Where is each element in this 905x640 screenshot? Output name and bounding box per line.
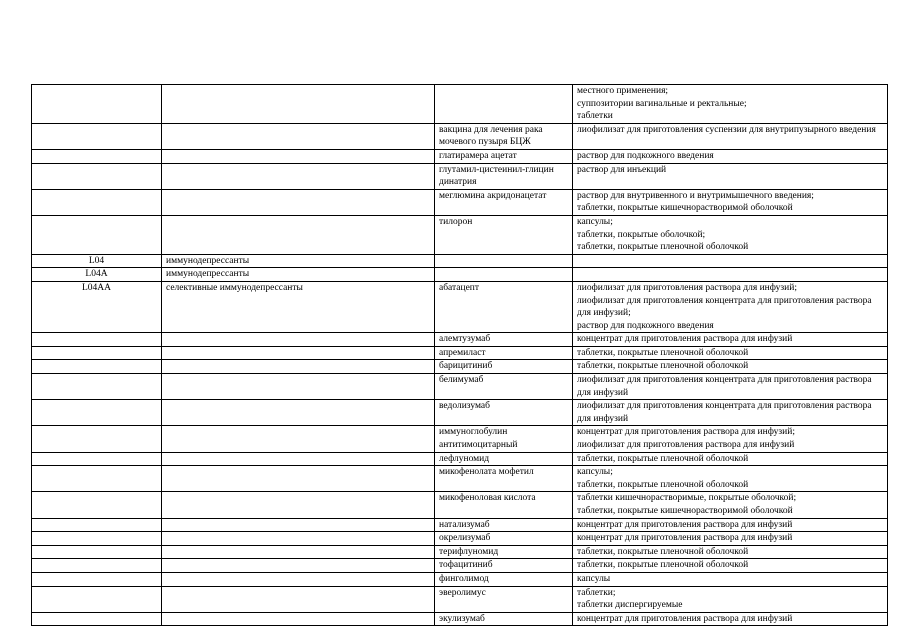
dosage-form-line: суппозитории вагинальные и ректальные; bbox=[577, 98, 747, 109]
drug-name-cell: глутамил-цистеинил-глицин динатрия bbox=[435, 163, 573, 189]
table-row bbox=[32, 452, 888, 466]
dosage-form-line: лиофилизат для приготовления концентрата для приготовления раствора для инфузий bbox=[577, 375, 872, 398]
group-name-cell bbox=[162, 189, 435, 215]
dosage-form-cell bbox=[573, 612, 888, 626]
drug-name-cell: тилорон bbox=[435, 215, 573, 254]
group-name-cell bbox=[162, 572, 435, 586]
drug-name-cell: абатацепт bbox=[435, 281, 573, 332]
dosage-form-cell bbox=[573, 254, 888, 268]
drug-name-cell: лефлуномид bbox=[435, 452, 573, 466]
group-name-cell bbox=[162, 85, 435, 124]
drug-name-cell: терифлуномид bbox=[435, 545, 573, 559]
table-row bbox=[32, 400, 888, 426]
table-row bbox=[32, 333, 888, 347]
drug-name-cell: эверолимус bbox=[435, 586, 573, 612]
atc-code-cell bbox=[32, 333, 162, 347]
dosage-form-line: таблетки, покрытые пленочной оболочкой bbox=[577, 546, 749, 557]
group-name-cell bbox=[162, 452, 435, 466]
table-row bbox=[32, 85, 888, 124]
group-name-cell: иммунодепрессанты bbox=[162, 254, 435, 268]
dosage-form-cell bbox=[573, 532, 888, 546]
dosage-form-cell bbox=[573, 281, 888, 332]
atc-code-cell bbox=[32, 346, 162, 360]
dosage-form-line: концентрат для приготовления раствора для инфузий bbox=[577, 613, 793, 624]
dosage-form-cell bbox=[573, 400, 888, 426]
atc-code-cell bbox=[32, 452, 162, 466]
drug-name-cell: вакцина для лечения рака мочевого пузыря БЦЖ bbox=[435, 123, 573, 149]
group-name-cell bbox=[162, 360, 435, 374]
group-name-cell bbox=[162, 532, 435, 546]
dosage-form-line: капсулы bbox=[577, 573, 611, 584]
dosage-form-cell bbox=[573, 346, 888, 360]
dosage-form-line: раствор для подкожного введения bbox=[577, 150, 714, 161]
drug-name-cell: ведолизумаб bbox=[435, 400, 573, 426]
drug-list-table bbox=[31, 84, 888, 626]
group-name-cell bbox=[162, 545, 435, 559]
dosage-form-cell bbox=[573, 586, 888, 612]
dosage-form-line: концентрат для приготовления раствора для инфузий bbox=[577, 533, 793, 544]
group-name-cell: селективные иммунодепрессанты bbox=[162, 281, 435, 332]
drug-list-body bbox=[32, 85, 888, 626]
atc-code-cell bbox=[32, 123, 162, 149]
drug-name-cell: глатирамера ацетат bbox=[435, 149, 573, 163]
dosage-form-line: местного применения; bbox=[577, 86, 669, 96]
table-row bbox=[32, 215, 888, 254]
group-name-cell bbox=[162, 149, 435, 163]
drug-name-cell: микофеноловая кислота bbox=[435, 492, 573, 518]
dosage-form-line: концентрат для приготовления раствора для инфузий bbox=[577, 519, 793, 530]
dosage-form-line: концентрат для приготовления раствора для инфузий; bbox=[577, 427, 795, 438]
group-name-cell bbox=[162, 374, 435, 400]
dosage-form-line: раствор для внутривенного и внутримышечного введения; bbox=[577, 190, 814, 201]
group-name-cell bbox=[162, 123, 435, 149]
group-name-cell bbox=[162, 612, 435, 626]
atc-code-cell bbox=[32, 215, 162, 254]
table-row bbox=[32, 612, 888, 626]
table-row bbox=[32, 360, 888, 374]
dosage-form-cell bbox=[573, 426, 888, 452]
dosage-form-line: лиофилизат для приготовления суспензии для внутрипузырного введения bbox=[577, 124, 876, 135]
dosage-form-line: таблетки диспергируемые bbox=[577, 600, 683, 611]
dosage-form-line: таблетки, покрытые пленочной оболочкой bbox=[577, 453, 749, 464]
atc-code-cell bbox=[32, 360, 162, 374]
group-name-cell bbox=[162, 333, 435, 347]
drug-name-cell: микофенолата мофетил bbox=[435, 466, 573, 492]
dosage-form-line: раствор для подкожного введения bbox=[577, 320, 714, 331]
dosage-form-cell bbox=[573, 85, 888, 124]
drug-name-cell: меглюмина акридонацетат bbox=[435, 189, 573, 215]
dosage-form-cell bbox=[573, 189, 888, 215]
atc-code-cell bbox=[32, 149, 162, 163]
table-row bbox=[32, 466, 888, 492]
dosage-form-line: капсулы; bbox=[577, 216, 613, 227]
dosage-form-line: таблетки, покрытые кишечнорастворимой оболочкой bbox=[577, 506, 793, 516]
group-name-cell bbox=[162, 215, 435, 254]
table-row bbox=[32, 518, 888, 532]
dosage-form-cell bbox=[573, 333, 888, 347]
atc-code-cell bbox=[32, 545, 162, 559]
dosage-form-line: капсулы; bbox=[577, 467, 613, 478]
atc-code-cell bbox=[32, 518, 162, 532]
table-row bbox=[32, 545, 888, 559]
table-row bbox=[32, 559, 888, 573]
table-row bbox=[32, 149, 888, 163]
group-name-cell bbox=[162, 586, 435, 612]
dosage-form-line: лиофилизат для приготовления концентрата для приготовления раствора для инфузий; bbox=[577, 295, 872, 319]
dosage-form-cell bbox=[573, 545, 888, 559]
table-row bbox=[32, 254, 888, 268]
atc-code-cell bbox=[32, 374, 162, 400]
dosage-form-cell bbox=[573, 374, 888, 400]
drug-name-cell: окрелизумаб bbox=[435, 532, 573, 546]
dosage-form-line: таблетки, покрытые пленочной оболочкой bbox=[577, 361, 749, 372]
dosage-form-cell bbox=[573, 492, 888, 518]
drug-name-cell: барицитиниб bbox=[435, 360, 573, 374]
drug-name-cell: финголимод bbox=[435, 572, 573, 586]
atc-code-cell bbox=[32, 572, 162, 586]
atc-code-cell bbox=[32, 85, 162, 124]
dosage-form-cell bbox=[573, 572, 888, 586]
table-row bbox=[32, 281, 888, 332]
group-name-cell bbox=[162, 426, 435, 452]
group-name-cell: иммунодепрессанты bbox=[162, 268, 435, 282]
table-row bbox=[32, 163, 888, 189]
atc-code-cell: L04 bbox=[32, 254, 162, 268]
dosage-form-line: лиофилизат для приготовления раствора для инфузий; bbox=[577, 282, 797, 293]
table-row bbox=[32, 374, 888, 400]
dosage-form-line: концентрат для приготовления раствора для инфузий bbox=[577, 334, 793, 345]
drug-name-cell: натализумаб bbox=[435, 518, 573, 532]
dosage-form-cell bbox=[573, 123, 888, 149]
table-row bbox=[32, 189, 888, 215]
dosage-form-cell bbox=[573, 215, 888, 254]
group-name-cell bbox=[162, 492, 435, 518]
dosage-form-cell bbox=[573, 452, 888, 466]
group-name-cell bbox=[162, 346, 435, 360]
group-name-cell bbox=[162, 400, 435, 426]
dosage-form-cell bbox=[573, 360, 888, 374]
drug-name-cell: белимумаб bbox=[435, 374, 573, 400]
table-row bbox=[32, 492, 888, 518]
dosage-form-line: раствор для инъекций bbox=[577, 164, 667, 175]
dosage-form-line: лиофилизат для приготовления раствора для инфузий bbox=[577, 440, 795, 451]
atc-code-cell bbox=[32, 466, 162, 492]
drug-name-cell: иммуноглобулин антитимоцитарный bbox=[435, 426, 573, 452]
dosage-form-cell bbox=[573, 466, 888, 492]
atc-code-cell bbox=[32, 400, 162, 426]
dosage-form-line: лиофилизат для приготовления концентрата для приготовления раствора для инфузий bbox=[577, 401, 872, 424]
atc-code-cell: L04AA bbox=[32, 281, 162, 332]
table-row bbox=[32, 426, 888, 452]
dosage-form-line: таблетки; bbox=[577, 587, 616, 598]
atc-code-cell bbox=[32, 189, 162, 215]
dosage-form-cell bbox=[573, 163, 888, 189]
drug-name-cell bbox=[435, 254, 573, 268]
table-row bbox=[32, 586, 888, 612]
dosage-form-line: таблетки, покрытые пленочной оболочкой bbox=[577, 242, 749, 253]
atc-code-cell bbox=[32, 586, 162, 612]
drug-name-cell bbox=[435, 268, 573, 282]
table-row bbox=[32, 268, 888, 282]
dosage-form-line: таблетки, покрытые кишечнорастворимой оболочкой bbox=[577, 203, 793, 214]
table-row bbox=[32, 532, 888, 546]
atc-code-cell bbox=[32, 532, 162, 546]
group-name-cell bbox=[162, 163, 435, 189]
atc-code-cell: L04A bbox=[32, 268, 162, 282]
dosage-form-line: таблетки кишечнорастворимые, покрытые оболочкой; bbox=[577, 493, 797, 504]
atc-code-cell bbox=[32, 163, 162, 189]
dosage-form-cell bbox=[573, 559, 888, 573]
drug-name-cell: тофацитиниб bbox=[435, 559, 573, 573]
group-name-cell bbox=[162, 559, 435, 573]
table-row bbox=[32, 572, 888, 586]
dosage-form-line: таблетки bbox=[577, 111, 613, 122]
drug-name-cell bbox=[435, 85, 573, 124]
drug-name-cell: экулизумаб bbox=[435, 612, 573, 626]
atc-code-cell bbox=[32, 492, 162, 518]
dosage-form-line: таблетки, покрытые пленочной оболочкой bbox=[577, 479, 749, 490]
dosage-form-line: таблетки, покрытые пленочной оболочкой bbox=[577, 347, 749, 358]
group-name-cell bbox=[162, 466, 435, 492]
atc-code-cell bbox=[32, 612, 162, 626]
dosage-form-line: таблетки, покрытые оболочкой; bbox=[577, 229, 706, 240]
atc-code-cell bbox=[32, 559, 162, 573]
table-row bbox=[32, 346, 888, 360]
dosage-form-cell bbox=[573, 518, 888, 532]
table-row bbox=[32, 123, 888, 149]
dosage-form-line: таблетки, покрытые пленочной оболочкой bbox=[577, 560, 749, 571]
atc-code-cell bbox=[32, 426, 162, 452]
drug-name-cell: апремиласт bbox=[435, 346, 573, 360]
dosage-form-cell bbox=[573, 149, 888, 163]
group-name-cell bbox=[162, 518, 435, 532]
drug-name-cell: алемтузумаб bbox=[435, 333, 573, 347]
dosage-form-cell bbox=[573, 268, 888, 282]
